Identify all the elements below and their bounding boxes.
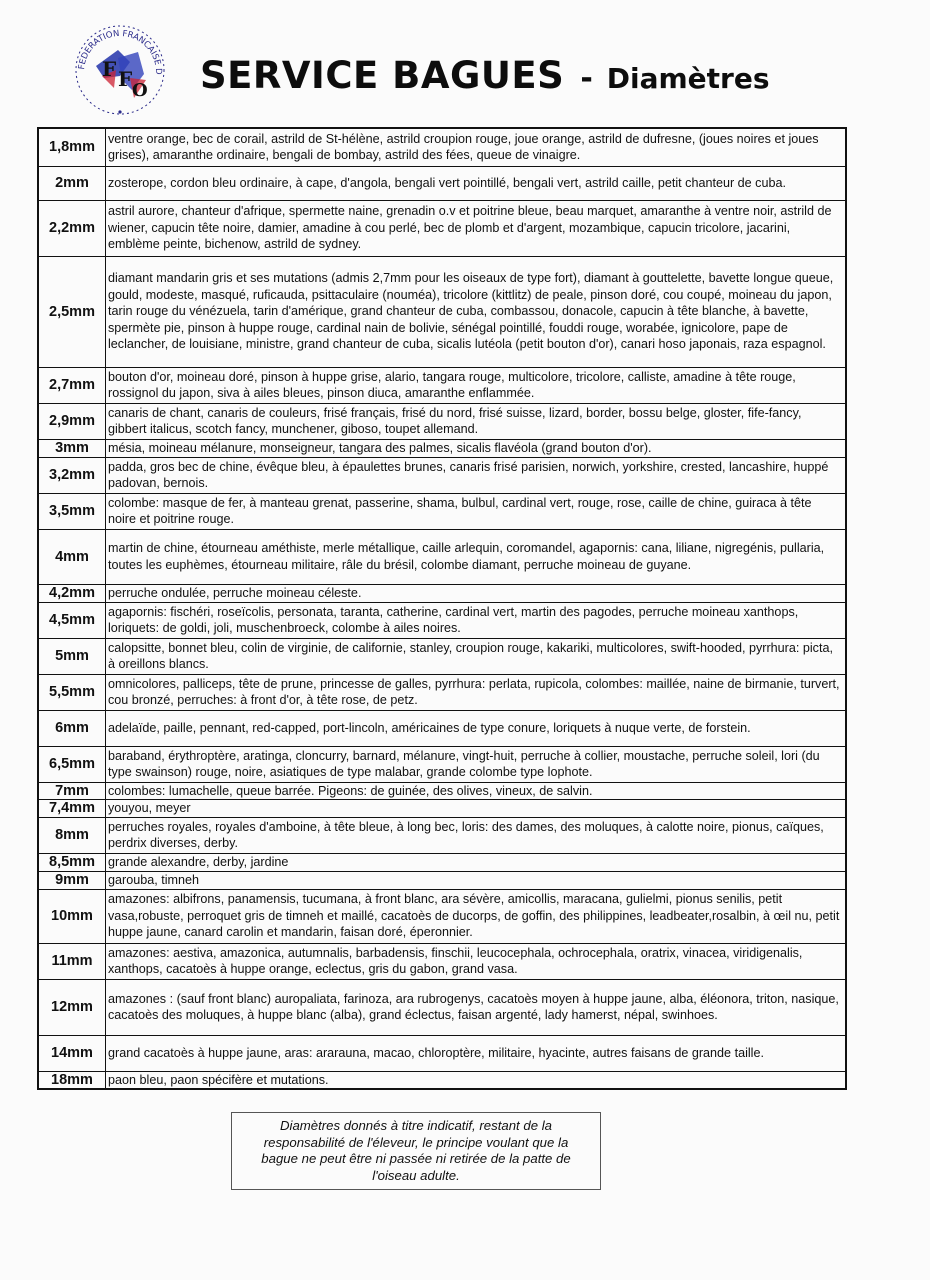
species-list-cell: agapornis: fischéri, roseïcolis, personata, taranta, catherine, cardinal vert, martin des pagodes, perruche moineau xanthops, loriquets: de goldi, joli, muschenbroeck, colombe à ailes noires. <box>106 602 847 638</box>
ring-size-cell: 2,7mm <box>38 367 106 403</box>
table-row <box>38 746 846 782</box>
table-row <box>38 943 846 979</box>
ring-size-cell: 8mm <box>38 817 106 853</box>
species-list-cell: paon bleu, paon spécifère et mutations. <box>106 1071 847 1089</box>
ring-size-cell: 9mm <box>38 871 106 889</box>
species-list-cell: amazones : (sauf front blanc) auropaliata, farinoza, ara rubrogenys, cacatoès moyen à huppe jaune, alba, éléonora, triton, nasique, cacatoès des moluques, à huppe blanc (alba), grand éclectus, faisan argenté, lady hamerst, népal, swinhoes. <box>106 979 847 1035</box>
table-row <box>38 979 846 1035</box>
table-row <box>38 439 846 457</box>
title-main: SERVICE BAGUES <box>200 54 565 97</box>
ring-size-cell: 2mm <box>38 166 106 200</box>
title-subtitle: Diamètres <box>606 62 770 95</box>
ring-size-cell: 4,5mm <box>38 602 106 638</box>
species-list-cell: ventre orange, bec de corail, astrild de St-hélène, astrild croupion rouge, joue orange, astrild de dufresne, (joues noires et joues grises), amaranthe ordinaire, bengali de bombay, astrild des fées, queue de vinaigre. <box>106 128 847 166</box>
species-list-cell: colombe: masque de fer, à manteau grenat, passerine, shama, bulbul, cardinal vert, rouge, rose, caille de chine, guiraca à tête noire et poitrine rouge. <box>106 493 847 529</box>
ring-size-cell: 18mm <box>38 1071 106 1089</box>
ring-size-cell: 2,9mm <box>38 403 106 439</box>
ring-size-cell: 2,5mm <box>38 256 106 367</box>
species-list-cell: diamant mandarin gris et ses mutations (admis 2,7mm pour les oiseaux de type fort), diamant à gouttelette, bavette longue queue, gould, modeste, masqué, ruficauda, psittaculaire (nouméa), tricolore (kittlitz) de peale, pinson doré, cou coupé, moineau du japon, tarin rouge du vénézuela, tarin d'amérique, grand chanteur de cuba, combassou, donacole, capucin à tête blanche, à bavette, spermète pie, pinson à huppe rouge, cardinal nain de bolivie, sénégal pointillé, fouddi rouge, worabée, ignicolore, pape de leclancher, de louisiane, ministre, grand chanteur de cuba, sicalis lutéola (petit bouton d'or), canari hoso japonais, raza espagnol. <box>106 256 847 367</box>
ring-size-cell: 1,8mm <box>38 128 106 166</box>
ring-size-cell: 6,5mm <box>38 746 106 782</box>
species-list-cell: calopsitte, bonnet bleu, colin de virginie, de californie, stanley, croupion rouge, kakariki, multicolores, swift-hooded, pyrrhura: picta, à oreillons blancs. <box>106 638 847 674</box>
title-separator: - <box>580 61 593 96</box>
table-row <box>38 638 846 674</box>
species-list-cell: amazones: albifrons, panamensis, tucumana, à front blanc, ara sévère, amicollis, maracana, gulielmi, pionus senilis, petit vasa,robuste, perroquet gris de timneh et maillé, cacatoès de ducorps, de goffin, des philippines, leadbeater,rosalbin, à œil nu, petit huppe jaune, canard carolin et mandarin, faisan doré, éperonnier. <box>106 889 847 943</box>
species-list-cell: colombes: lumachelle, queue barrée. Pigeons: de guinée, des olives, vineux, de salvin. <box>106 782 847 800</box>
ring-size-cell: 4mm <box>38 529 106 584</box>
species-list-cell: baraband, érythroptère, aratinga, cloncurry, barnard, mélanure, vingt-huit, perruche à collier, moustache, perruche soleil, lori (du type swainson) rouge, noire, asiatiques de type malabar, grande colombe type lophote. <box>106 746 847 782</box>
table-row <box>38 674 846 710</box>
ring-size-cell: 11mm <box>38 943 106 979</box>
ffo-logo <box>68 18 172 122</box>
species-list-cell: amazones: aestiva, amazonica, autumnalis, barbadensis, finschii, leucocephala, ochrocephala, oratrix, vinacea, viridigenalis, xanthops, cacatoès à huppe orange, eclectus, gris du gabon, grand vasa. <box>106 943 847 979</box>
table-row <box>38 367 846 403</box>
table-row <box>38 602 846 638</box>
table-row <box>38 403 846 439</box>
table-row <box>38 889 846 943</box>
species-list-cell: youyou, meyer <box>106 800 847 818</box>
ring-size-cell: 6mm <box>38 710 106 746</box>
species-list-cell: canaris de chant, canaris de couleurs, frisé français, frisé du nord, frisé suisse, lizard, border, bossu belge, gloster, fife-fancy, gibbert italicus, scotch fancy, munchener, giboso, toupet allemand. <box>106 403 847 439</box>
ring-size-cell: 7mm <box>38 782 106 800</box>
ring-size-cell: 4,2mm <box>38 584 106 602</box>
table-row <box>38 256 846 367</box>
ring-size-cell: 3,5mm <box>38 493 106 529</box>
species-list-cell: grand cacatoès à huppe jaune, aras: ararauna, macao, chloroptère, militaire, hyacinte, autres faisans de grande taille. <box>106 1035 847 1071</box>
page-title <box>200 54 770 97</box>
ring-size-cell: 5,5mm <box>38 674 106 710</box>
table-row <box>38 817 846 853</box>
table-row <box>38 853 846 871</box>
table-row <box>38 782 846 800</box>
table-row <box>38 1071 846 1089</box>
table-row <box>38 871 846 889</box>
species-list-cell: perruches royales, royales d'amboine, à tête bleue, à long bec, loris: des dames, des moluques, à calotte noire, pionus, caïques, perdrix diverses, derby. <box>106 817 847 853</box>
table-row <box>38 128 846 166</box>
ring-size-cell: 12mm <box>38 979 106 1035</box>
ring-size-cell: 7,4mm <box>38 800 106 818</box>
table-row <box>38 584 846 602</box>
table-row <box>38 800 846 818</box>
species-list-cell: grande alexandre, derby, jardine <box>106 853 847 871</box>
species-list-cell: perruche ondulée, perruche moineau céleste. <box>106 584 847 602</box>
species-list-cell: zosterope, cordon bleu ordinaire, à cape, d'angola, bengali vert pointillé, bengali vert, astrild caille, petit chanteur de cuba. <box>106 166 847 200</box>
ring-size-cell: 10mm <box>38 889 106 943</box>
species-list-cell: adelaïde, paille, pennant, red-capped, port-lincoln, américaines de type conure, loriquets à nuque verte, de forstein. <box>106 710 847 746</box>
ring-size-cell: 8,5mm <box>38 853 106 871</box>
table-row <box>38 1035 846 1071</box>
species-list-cell: garouba, timneh <box>106 871 847 889</box>
table-row <box>38 166 846 200</box>
logo-text: FEDERATION FRANCAISE D <box>77 28 164 75</box>
ring-size-cell: 14mm <box>38 1035 106 1071</box>
species-list-cell: omnicolores, palliceps, tête de prune, princesse de galles, pyrrhura: perlata, rupicola, colombes: maillée, naine de birmanie, turvert, cou bronzé, perruches: à front d'or, à tête rose, de petz. <box>106 674 847 710</box>
svg-text:F: F <box>118 67 133 91</box>
ring-size-cell: 3,2mm <box>38 457 106 493</box>
ring-size-cell: 2,2mm <box>38 200 106 256</box>
species-list-cell: mésia, moineau mélanure, monseigneur, tangara des palmes, sicalis flavéola (grand bouton d'or). <box>106 439 847 457</box>
ring-size-cell: 3mm <box>38 439 106 457</box>
table-row <box>38 200 846 256</box>
disclaimer-note: Diamètres donnés à titre indicatif, restant de la responsabilité de l'éleveur, le principe voulant que la bague ne peut être ni passée ni retirée de la patte de l'oiseau adulte. <box>231 1112 601 1190</box>
table-row <box>38 457 846 493</box>
ring-diameter-table <box>37 127 847 1090</box>
ring-size-cell: 5mm <box>38 638 106 674</box>
table-row <box>38 710 846 746</box>
species-list-cell: martin de chine, étourneau améthiste, merle métallique, caille arlequin, coromandel, agapornis: cana, liliane, nigregénis, pullaria, toutes les euphèmes, étourneau militaire, râle du brésil, colombe diamant, perruche moineau de guyane. <box>106 529 847 584</box>
svg-text:F: F <box>102 57 117 81</box>
species-list-cell: bouton d'or, moineau doré, pinson à huppe grise, alario, tangara rouge, multicolore, tricolore, calliste, amadine à tête rouge, rossignol du japon, siva à ailes bleues, pinson diuca, amaranthe enflammée. <box>106 367 847 403</box>
table-row <box>38 493 846 529</box>
species-list-cell: astril aurore, chanteur d'afrique, spermette naine, grenadin o.v et poitrine bleue, beau marquet, amaranthe à ventre noir, astrild de wiener, capucin tête noire, damier, amadine à cou perlé, bec de plomb et d'argent, mozambique, capucin tricolore, jacarini, emblème peinte, bichenow, astrild de sydney. <box>106 200 847 256</box>
species-list-cell: padda, gros bec de chine, évêque bleu, à épaulettes brunes, canaris frisé parisien, norwich, yorkshire, crested, lancashire, huppé padovan, bernois. <box>106 457 847 493</box>
table-row <box>38 529 846 584</box>
svg-text:O: O <box>132 80 148 101</box>
